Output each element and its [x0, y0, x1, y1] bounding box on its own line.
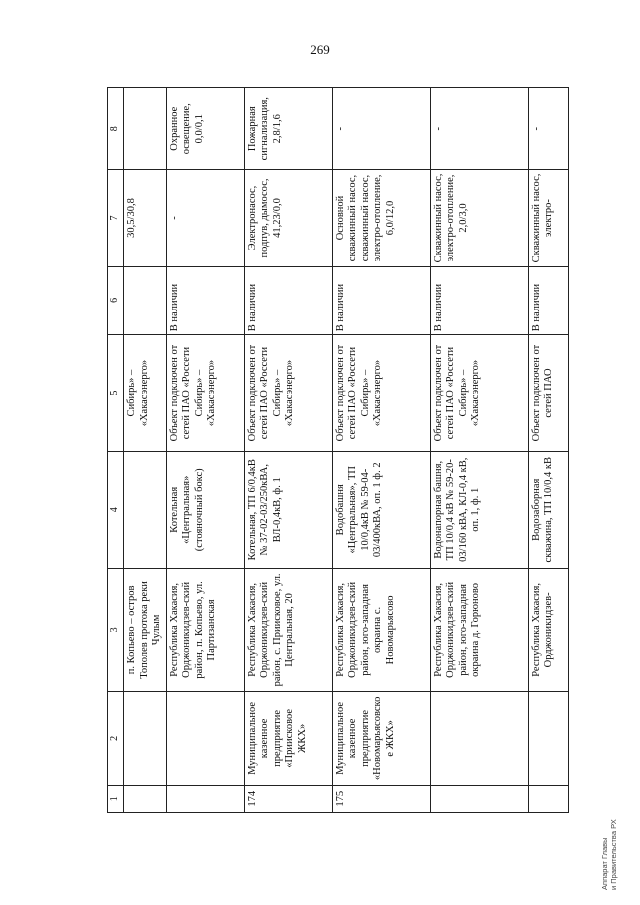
cell-organization: [430, 692, 528, 785]
cell-other: [124, 88, 167, 170]
cell-availability: В наличии: [244, 266, 332, 335]
cell-connection: Объект подключен от сетей ПАО: [528, 335, 568, 452]
cell-connection: Объект подключен от сетей ПАО «Россети Сибирь» – «Хакасэнерго»: [244, 335, 332, 452]
column-number: 1: [108, 785, 124, 812]
cell-object: Водонапорная башня, ТП 10/0,4 кВ № 59-20-03/160 кВА, КЛ-0,4 кВ, оп. 1, ф. 1: [430, 451, 528, 568]
cell-equipment: Скважинный насос, электро-отопление, 2,0/3,0: [430, 170, 528, 266]
table-row: [528, 88, 568, 813]
table-row: [332, 88, 430, 813]
cell-availability: В наличии: [332, 266, 430, 335]
cell-object: Котельная, ТП 6/0,4кВ № 37-02-03/250кВА, ВЛ-0,4кВ, ф. 1: [244, 451, 332, 568]
footer-stamp: [600, 770, 618, 890]
cell-address: Республика Хакасия, Орджоникидзев-ский район, юго-западная окраина д. Горюново: [430, 568, 528, 692]
footer-line: Аппарат Главы: [600, 837, 609, 890]
cell-object: [124, 451, 167, 568]
column-number: 3: [108, 568, 124, 692]
column-number: 7: [108, 170, 124, 266]
cell-address: Республика Хакасия, Орджоникидзев-: [528, 568, 568, 692]
cell-number: [124, 785, 167, 812]
cell-organization: [124, 692, 167, 785]
cell-equipment: Электронасос, подпув, дымосос, 41,23/0,0: [244, 170, 332, 266]
table-row: [124, 88, 167, 813]
column-number: 5: [108, 335, 124, 452]
cell-other: -: [332, 88, 430, 170]
cell-address: Республика Хакасия, Орджоникидзев-ский район, с. Приисковое, ул. Центральная, 20: [244, 568, 332, 692]
cell-connection: Объект подключен от сетей ПАО «Россети Сибирь» – «Хакасэнерго»: [430, 335, 528, 452]
cell-availability: [124, 266, 167, 335]
column-number: 6: [108, 266, 124, 335]
cell-number: 174: [244, 785, 332, 812]
cell-number: [528, 785, 568, 812]
cell-connection: Объект подключен от сетей ПАО «Россети Сибирь» – «Хакасэнерго»: [166, 335, 244, 452]
cell-other: Пожарная сигнализация, 2,8/1,6: [244, 88, 332, 170]
page-number: 269: [310, 42, 330, 57]
table-row: [244, 88, 332, 813]
cell-other: -: [430, 88, 528, 170]
column-number: 2: [108, 692, 124, 785]
cell-equipment: Скважинный насос, электро-: [528, 170, 568, 266]
footer-stamp-text: [600, 770, 624, 890]
cell-other: Охранное освещение, 0,0/0,1: [166, 88, 244, 170]
column-number: 4: [108, 451, 124, 568]
cell-availability: В наличии: [528, 266, 568, 335]
cell-equipment: 30,5/30,8: [124, 170, 167, 266]
footer-line: и Правительства РХ: [609, 819, 618, 890]
cell-equipment: Основной скважинный насос, скважинный насос, электро-отопление, 6,0/12,0: [332, 170, 430, 266]
cell-organization: Муниципальное казенное предприятие «Приисковое ЖКХ»: [244, 692, 332, 785]
cell-address: Республика Хакасия, Орджоникидзев-ский район, юго-западная окраина с. Новомарьясово: [332, 568, 430, 692]
cell-address: п. Копьево – остров Тополев протока реки Чулым: [124, 568, 167, 692]
data-table: [107, 87, 569, 813]
cell-number: [430, 785, 528, 812]
column-number-row: [108, 88, 124, 813]
cell-address: Республика Хакасия, Орджоникидзев-ский район, п. Копьево, ул. Партизанская: [166, 568, 244, 692]
cell-object: Водобашня «Центральная», ТП 10/0,4кВ № 59-04-03/400кВА, оп. 1 ф. 2: [332, 451, 430, 568]
table-row: [166, 88, 244, 813]
cell-availability: В наличии: [166, 266, 244, 335]
cell-other: -: [528, 88, 568, 170]
cell-organization: Муниципальное казенное предприятие «Новомарьясовское ЖКХ»: [332, 692, 430, 785]
table-row: [430, 88, 528, 813]
cell-connection: Сибирь» – «Хакасэнерго»: [124, 335, 167, 452]
cell-organization: [528, 692, 568, 785]
cell-number: [166, 785, 244, 812]
cell-number: 175: [332, 785, 430, 812]
cell-availability: В наличии: [430, 266, 528, 335]
cell-organization: [166, 692, 244, 785]
rotated-table-container: [107, 87, 635, 813]
column-number: 8: [108, 88, 124, 170]
cell-object: Котельная «Центральная» (стояночный бокс): [166, 451, 244, 568]
cell-object: Водозаборная скважина, ТП 10/0,4 кВ: [528, 451, 568, 568]
cell-equipment: -: [166, 170, 244, 266]
cell-connection: Объект подключен от сетей ПАО «Россети Сибирь» – «Хакасэнерго»: [332, 335, 430, 452]
